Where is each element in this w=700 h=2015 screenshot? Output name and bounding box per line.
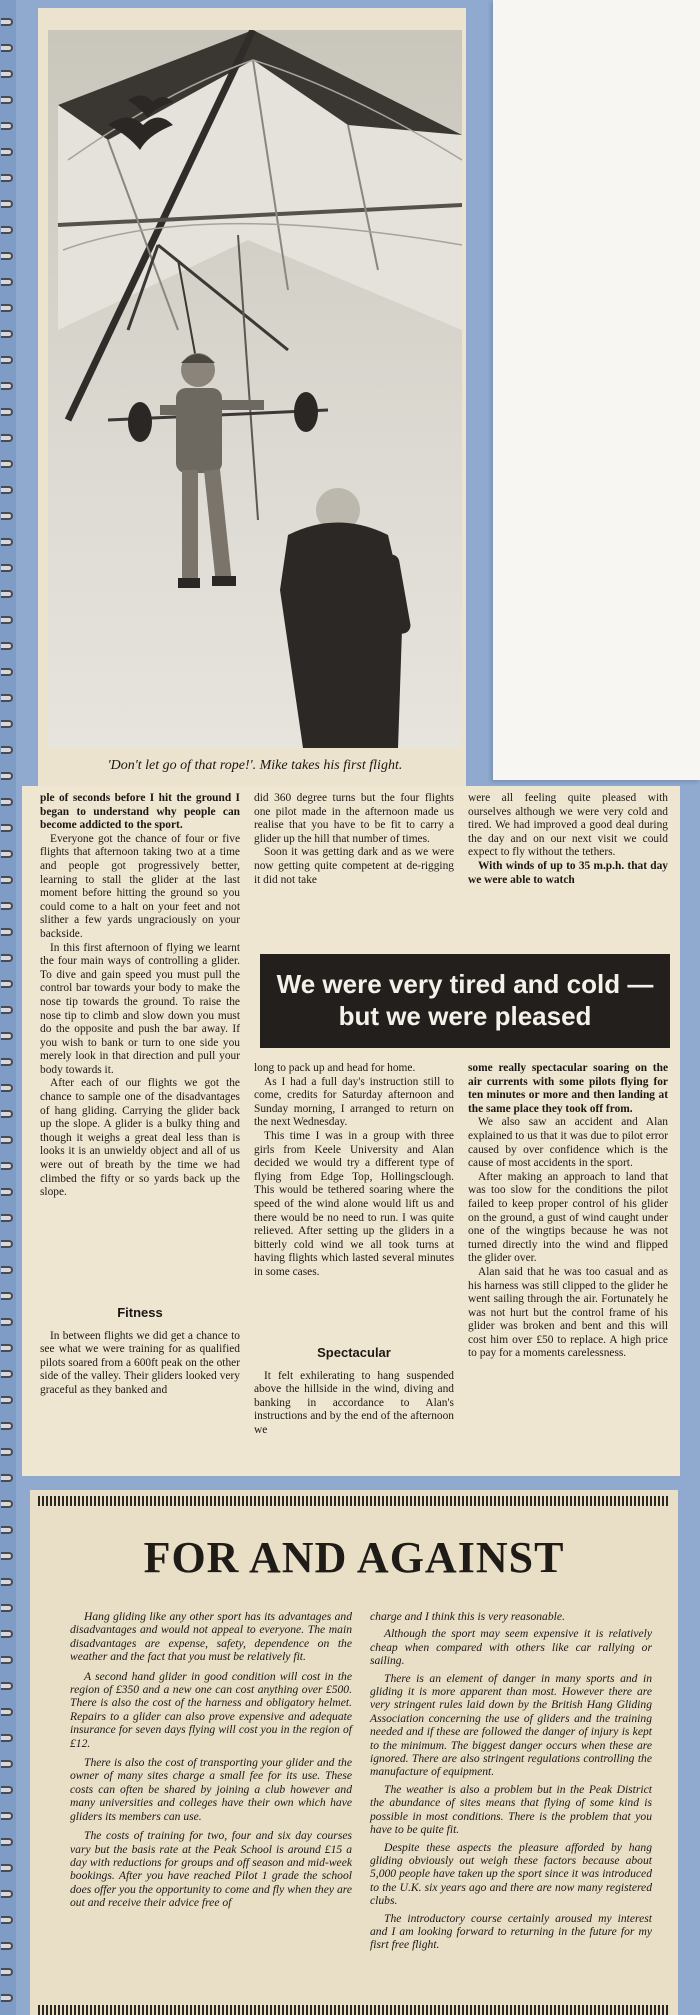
subhead-spectacular: Spectacular	[317, 1345, 391, 1360]
article-column-2a	[254, 792, 454, 887]
binding-ring	[1, 330, 13, 338]
paragraph: Hang gliding like any other sport has its advantages and disadvantages and would not appeal to everyone. The main disadvantages are expense, safety, dependence on the weather and the fact that you must be relatively fit.	[70, 1610, 352, 1664]
binding-ring	[1, 122, 13, 130]
paragraph: some really spectacular soaring on the air currents with some pilots flying for ten minutes or more and then landing at the same place they took off from.	[468, 1062, 668, 1115]
binding-ring	[1, 1864, 13, 1872]
binding-ring	[1, 902, 13, 910]
binding-ring	[1, 1318, 13, 1326]
article-column-3b	[468, 1062, 668, 1361]
binding-ring	[1, 96, 13, 104]
binding-ring	[1, 1734, 13, 1742]
binding-ring	[1, 1162, 13, 1170]
binding-ring	[1, 616, 13, 624]
binding-ring	[1, 1682, 13, 1690]
binding-ring	[1, 538, 13, 546]
binding-ring	[1, 1344, 13, 1352]
binding-ring	[1, 226, 13, 234]
binding-ring	[1, 1890, 13, 1898]
binding-ring	[1, 720, 13, 728]
paragraph: The costs of training for two, four and six day courses vary but the basis rate at the Peak School is around £15 a day with reductions for groups and off season and mid-week bookings. After you have reached Pilot 1 grade the school does offer you the opportunity to come and fly when they are out and receive their advice free of	[70, 1829, 352, 1910]
binding-ring	[1, 486, 13, 494]
for-against-left-column	[70, 1610, 352, 1910]
paragraph: The introductory course certainly aroused my interest and I am looking forward to returning in the future for my fisrt free flight.	[370, 1911, 652, 1952]
binding-ring	[1, 694, 13, 702]
dotted-rule-bottom	[38, 2005, 670, 2015]
paragraph: charge and I think this is very reasonable.	[370, 1610, 565, 1623]
article-headline: We were very tired and cold — but we were pleased	[260, 954, 670, 1048]
binding-ring	[1, 460, 13, 468]
binding-ring	[1, 1422, 13, 1430]
binding-ring	[1, 1968, 13, 1976]
paragraph: In this first afternoon of flying we learnt the four main ways of controlling a glider. To dive and gain speed you must pull the control bar towards your body to make the nose tip towards the ground. To raise the nose tip to climb and slow down you must do the opposite and push the bar away. If you wish to bank or turn to one side you merely look in that direction and pull your body towards it.	[40, 941, 240, 1076]
binding-ring	[1, 44, 13, 52]
spiral-binding	[0, 0, 16, 2015]
binding-ring	[1, 1916, 13, 1924]
binding-ring	[1, 1786, 13, 1794]
photo-clipping	[38, 8, 466, 788]
binding-ring	[1, 1578, 13, 1586]
binding-ring	[1, 1110, 13, 1118]
binding-ring	[1, 1526, 13, 1534]
binding-ring	[1, 148, 13, 156]
binding-ring	[1, 252, 13, 260]
binding-ring	[1, 356, 13, 364]
subhead-fitness: Fitness	[117, 1305, 163, 1320]
paragraph: A second hand glider in good condition will cost in the region of £350 and a new one can cost anything over £500. There is also the cost of the harness and obligatory helmet. Repairs to a glider can also prove expensive and adequate insurance for seven days flying will cost you in the region of £12.	[70, 1669, 352, 1750]
binding-ring	[1, 1760, 13, 1768]
paragraph: Despite these aspects the pleasure afforded by hang gliding obviously out weigh these factors because about 5,000 people have taken up the sport since it was introduced to the U.K. six years ago and there are now many registered clubs.	[370, 1840, 652, 1908]
binding-ring	[1, 70, 13, 78]
binding-ring	[1, 1188, 13, 1196]
binding-ring	[1, 278, 13, 286]
paragraph: This time I was in a group with three girls from Keele University and Alan decided we would try a different type of flying from Edge Top, Hollingsclough. This would be tethered soaring where the speed of the wind alone would lift us and there would be no need to run. I was quite relieved. After setting up the gliders in a bitterly cold wind we all took turns at having flights which lasted several minutes in some cases.	[254, 1129, 454, 1278]
binding-ring	[1, 1474, 13, 1482]
binding-ring	[1, 408, 13, 416]
paragraph: After making an approach to land that was too slow for the conditions the pilot failed to keep proper control of his glider on the ground, a gust of wind caught under one of the wingtips because he was not turned directly into the wind and flipped the glider over.	[468, 1170, 668, 1265]
binding-ring	[1, 954, 13, 962]
paragraph: were all feeling quite pleased with ourselves although we were very cold and tired. We had improved a good deal during the day and on our next visit we could expect to fly without the tethers.	[468, 792, 668, 859]
binding-ring	[1, 174, 13, 182]
binding-ring	[1, 1266, 13, 1274]
article-column-2b	[254, 1062, 454, 1280]
binding-ring	[1, 1370, 13, 1378]
binding-ring	[1, 1006, 13, 1014]
binding-ring	[1, 1630, 13, 1638]
binding-ring	[1, 200, 13, 208]
article-clipping	[22, 786, 680, 1476]
binding-ring	[1, 980, 13, 988]
article-column-2c	[254, 1346, 454, 1438]
binding-ring	[1, 512, 13, 520]
binding-ring	[1, 642, 13, 650]
paragraph: did 360 degree turns but the four flights one pilot made in the afternoon made us realise that you have to be fit to carry a glider up the hill that number of times.	[254, 792, 454, 845]
paragraph: There is an element of danger in many sports and in gliding it is more apparent than most. However there are very stringent rules laid down by the British Hang Gliding Association concerning the use of gliders and the training needed and if these are followed the danger of injury is kept to the minimum. The biggest danger occurs when these are ignored. There are also stringent regulations controlling the manufacture of equipment.	[370, 1671, 652, 1779]
binding-ring	[1, 1240, 13, 1248]
paragraph: ple of seconds before I hit the ground I began to understand why people can become addicted to the sport.	[40, 792, 240, 832]
paragraph: It felt exhilerating to hang suspended above the hillside in the wind, diving and banking in accordance to Alan's instructions and by the end of the afternoon we	[254, 1369, 454, 1436]
paragraph: There is also the cost of transporting your glider and the owner of many sites charge a small fee for its use. These costs can often be shared by joining a club however and many universities and colleges have their own which have gliders its members can use.	[70, 1756, 352, 1823]
binding-ring	[1, 18, 13, 26]
paragraph: Although the sport may seem expensive it is relatively cheap when compared with others like car rallying or sailing.	[370, 1627, 652, 1668]
dotted-rule-top	[38, 1496, 670, 1506]
binding-ring	[1, 382, 13, 390]
binding-ring	[1, 564, 13, 572]
paragraph: Alan said that he was too casual and as his harness was still clipped to the glider he went sailing through the air. Fortunately he was not hurt but the control frame of his glider was broken and bent and this will cost him over £50 to replace. A high price to pay for a moments carelessness.	[468, 1265, 668, 1360]
binding-ring	[1, 1604, 13, 1612]
binding-ring	[1, 1448, 13, 1456]
binding-ring	[1, 772, 13, 780]
for-and-against-title: FOR AND AGAINST	[143, 1533, 565, 1582]
hang-glider-photo	[48, 30, 462, 748]
article-column-1	[40, 792, 240, 1200]
binding-ring	[1, 1994, 13, 2002]
binding-ring	[1, 304, 13, 312]
binding-ring	[1, 1552, 13, 1560]
hang-glider-illustration	[48, 30, 462, 748]
paragraph: We also saw an accident and Alan explained to us that it was due to pilot error caused by over confidence which is the cause of most accidents in the sport.	[468, 1116, 668, 1170]
binding-ring	[1, 1396, 13, 1404]
binding-ring	[1, 1084, 13, 1092]
paragraph: long to pack up and head for home.	[254, 1062, 416, 1074]
binding-ring	[1, 876, 13, 884]
binding-ring	[1, 590, 13, 598]
paragraph: As I had a full day's instruction still to come, credits for Saturday afternoon and Sunday morning, I arranged to return on the next Wednesday.	[254, 1075, 454, 1129]
binding-ring	[1, 1136, 13, 1144]
photo-caption: 'Don't let go of that rope!'. Mike takes his first flight.	[107, 758, 403, 773]
binding-ring	[1, 1656, 13, 1664]
binding-ring	[1, 1942, 13, 1950]
binding-ring	[1, 1708, 13, 1716]
paragraph: The weather is also a problem but in the Peak District the abundance of sites means that flying of some kind is possible in most conditions. There is the problem that you have to be quite fit.	[370, 1782, 652, 1837]
paragraph: In between flights we did get a chance to see what we were training for as qualified pilots soared from a 600ft peak on the other side of the valley. Their gliders looked very graceful as they banked and	[40, 1329, 240, 1396]
binding-ring	[1, 1838, 13, 1846]
for-against-right-column	[370, 1610, 652, 1952]
binding-ring	[1, 824, 13, 832]
paragraph: Everyone got the chance of four or five flights that afternoon taking two at a time and people got progressively better, learning to stall the glider at the last moment before hitting the ground so you could come to a halt on your feet and not slither a few yards ungraciously on your backside.	[40, 832, 240, 940]
binding-ring	[1, 746, 13, 754]
binding-ring	[1, 1500, 13, 1508]
article-column-1b	[40, 1306, 240, 1398]
binding-ring	[1, 798, 13, 806]
binding-ring	[1, 1032, 13, 1040]
paragraph: After each of our flights we got the chance to sample one of the disadvantages of hang gliding. Carrying the glider back up the slope. A glider is a bulky thing and though it weighs a great deal less than is looks it is an unwieldy object and all of us were out of breath by the time we had climbed the fifty or so yards back up the slope.	[40, 1077, 240, 1199]
paragraph: With winds of up to 35 m.p.h. that day we were able to watch	[468, 859, 668, 886]
binding-ring	[1, 1214, 13, 1222]
binding-ring	[1, 1292, 13, 1300]
binding-ring	[1, 668, 13, 676]
binding-ring	[1, 928, 13, 936]
paragraph: Soon it was getting dark and as we were now getting quite competent at de-rigging it did not take	[254, 846, 454, 886]
binding-ring	[1, 434, 13, 442]
binding-ring	[1, 1812, 13, 1820]
binding-ring	[1, 1058, 13, 1066]
for-and-against-clipping	[30, 1490, 678, 2015]
blank-paper-sheet	[493, 0, 700, 780]
binding-ring	[1, 850, 13, 858]
article-column-3a	[468, 792, 668, 887]
